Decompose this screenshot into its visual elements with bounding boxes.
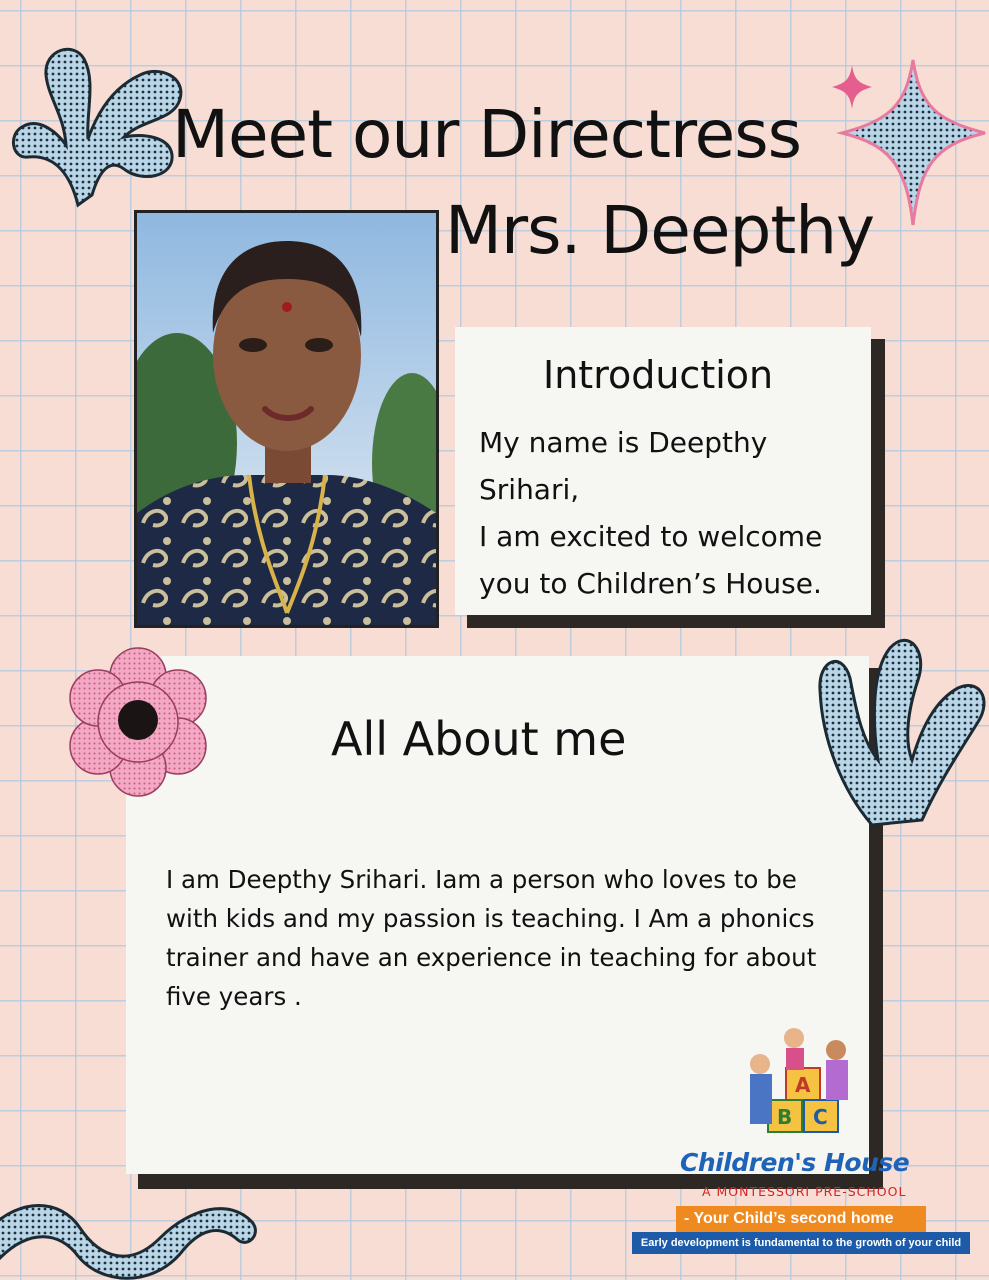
- logo-subtitle: A MONTESSORI PRE-SCHOOL: [702, 1184, 907, 1199]
- logo-tagline: - Your Child’s second home: [676, 1206, 926, 1232]
- block-letter-b: B: [777, 1105, 793, 1129]
- about-line: trainer and have an experience in teaching for about: [166, 943, 817, 972]
- intro-line: you to Children’s House.: [479, 567, 822, 600]
- childrens-house-logo: [632, 1018, 972, 1258]
- logo-bar-text: Early development is fundamental to the growth of your child: [632, 1232, 970, 1254]
- directress-photo: [134, 210, 439, 628]
- flower-decoration: [62, 646, 214, 798]
- about-heading: All About me: [331, 712, 627, 766]
- logo-brand: Children's House: [680, 1148, 910, 1177]
- about-line: with kids and my passion is teaching. I Am a phonics: [166, 904, 815, 933]
- block-letter-a: A: [795, 1073, 811, 1097]
- intro-card: [455, 327, 871, 615]
- page-title-line2: Mrs. Deepthy: [445, 192, 875, 269]
- about-text: [166, 860, 846, 1016]
- page-title-line1: Meet our Directress: [172, 96, 802, 173]
- block-letter-c: C: [813, 1105, 828, 1129]
- intro-text: [479, 419, 859, 607]
- about-line: I am Deepthy Srihari. Iam a person who loves to be: [166, 865, 797, 894]
- about-line: five years .: [166, 982, 302, 1011]
- intro-line: My name is Deepthy: [479, 426, 768, 459]
- intro-line: I am excited to welcome: [479, 520, 823, 553]
- squiggle-decoration: [0, 1188, 260, 1280]
- intro-heading: Introduction: [543, 353, 774, 397]
- leaf-decoration-right: [812, 630, 989, 830]
- leaf-decoration-top-left: [8, 35, 198, 215]
- kids-on-blocks-illustration: [740, 1018, 870, 1138]
- intro-line: Srihari,: [479, 473, 580, 506]
